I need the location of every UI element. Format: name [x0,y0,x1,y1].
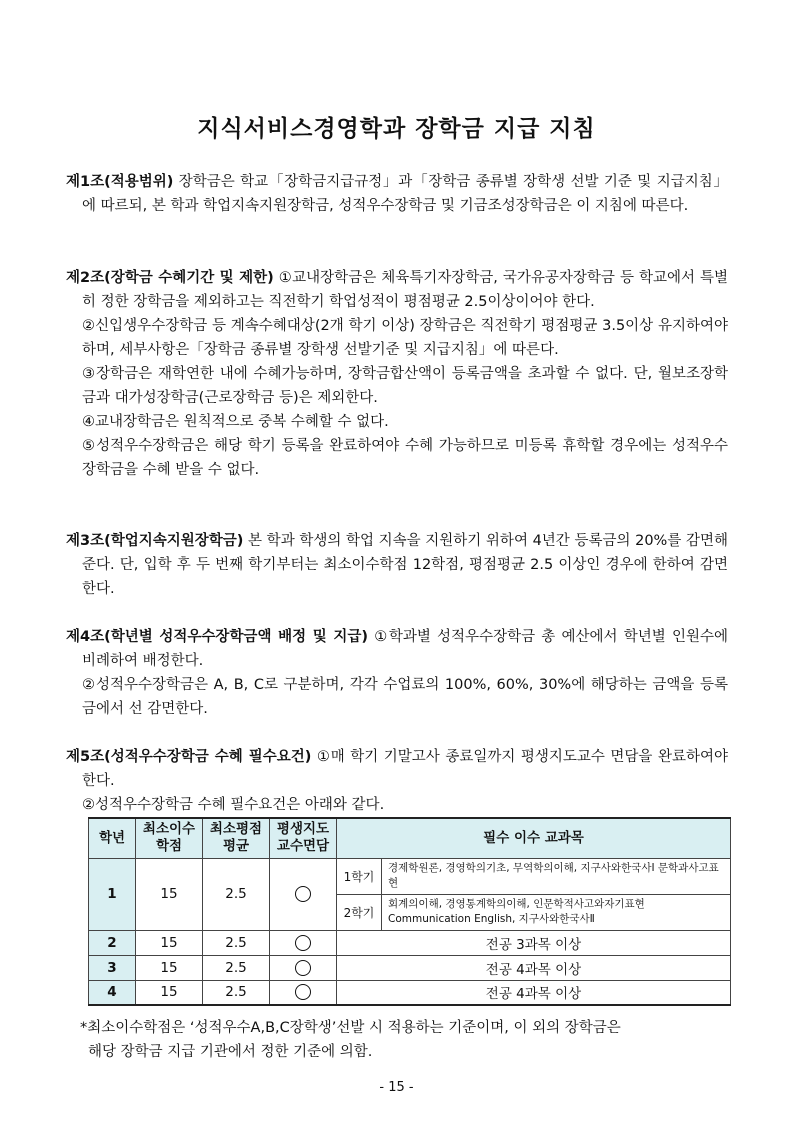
courses-cell: 회계의이해, 경영통계학의이해, 인문학적사고와자기표현 Communication English, 지구사와한국사Ⅱ [382,894,731,930]
article-2-item-4: ④교내장학금은 원칙적으로 중복 수혜할 수 없다. [82,414,389,430]
advisor-cell [270,858,337,930]
circle-mark-icon [295,886,311,902]
year-cell: 1 [89,858,136,930]
header-year: 학년 [89,818,136,858]
table-row [89,930,731,955]
courses-cell: 전공 4과목 이상 [337,980,731,1005]
courses-cell: 전공 3과목 이상 [337,930,731,955]
advisor-cell [270,930,337,955]
article-3-text: 본 학과 학생의 학업 지속을 지원하기 위하여 4년간 등록금의 20%를 감면해 준다. 단, 입학 후 두 번째 학기부터는 최소이수학점 12학점, 평점평균 2.5 이상인 경우에 한하여 감면한다. [82,533,728,597]
article-2-item-2: ②신입생우수장학금 등 계속수혜대상(2개 학기 이상) 장학금은 직전학기 평점평균 3.5이상 유지하여야 하며, 세부사항은「장학금 종류별 장학생 선발기준 및 지급지침」에 따른다. [82,318,728,358]
gpa-cell: 2.5 [203,858,270,930]
advisor-cell [270,980,337,1005]
article-4-heading: 제4조(학년별 성적우수장학금액 배정 및 지급) [66,629,369,645]
page-title: 지식서비스경영학과 장학금 지급 지침 [197,116,596,142]
credits-cell: 15 [136,955,203,980]
header-courses: 필수 이수 교과목 [337,818,731,858]
article-1 [66,170,728,218]
article-2-item-5: ⑤성적우수장학금은 해당 학기 등록을 완료하여야 수혜 가능하므로 미등록 휴학할 경우에는 성적우수장학금을 수혜 받을 수 없다. [82,438,728,478]
credits-cell: 15 [136,980,203,1005]
courses-cell: 전공 4과목 이상 [337,955,731,980]
circle-mark-icon [295,935,311,951]
table-row [89,955,731,980]
credits-cell: 15 [136,858,203,930]
header-advisor: 평생지도 교수면담 [270,818,337,858]
table-header-row [89,818,731,858]
article-2-item-3: ③장학금은 재학연한 내에 수혜가능하며, 장학금합산액이 등록금액을 초과할 수 없다. 단, 월보조장학금과 대가성장학금(근로장학금 등)은 제외한다. [82,366,728,406]
circle-mark-icon [295,960,311,976]
article-3 [66,529,728,601]
gpa-cell: 2.5 [203,930,270,955]
table-row [89,980,731,1005]
article-2-text: ①교내장학금은 체육특기자장학금, 국가유공자장학금 등 학교에서 특별히 정한 장학금을 제외하고는 직전학기 학업성적이 평점평균 2.5이상이어야 한다. [82,270,728,310]
table-row [89,858,731,894]
article-2 [66,266,728,482]
article-2-heading: 제2조(장학금 수혜기간 및 제한) [66,270,274,286]
semester-label: 1학기 [337,858,382,894]
requirements-table [88,817,731,1006]
header-min-gpa: 최소평점 평균 [203,818,270,858]
circle-mark-icon [295,984,311,1000]
article-1-text: 장학금은 학교「장학금지급규정」과「장학금 종류별 장학생 선발 기준 및 지급지침」에 따르되, 본 학과 학업지속지원장학금, 성적우수장학금 및 기금조성장학금은 이 지침에 따른다. [82,174,728,214]
gpa-cell: 2.5 [203,980,270,1005]
article-5-text: ①매 학기 기말고사 종료일까지 평생지도교수 면담을 완료하여야 한다. [82,749,728,789]
page-number: - 15 - [379,1080,414,1095]
article-4 [66,625,728,721]
footnote-line-1: *최소이수학점은 ‘성적우수A,B,C장학생’선발 시 적용하는 기준이며, 이 외의 장학금은 [80,1020,621,1036]
article-5-heading: 제5조(성적우수장학금 수혜 필수요건) [66,749,312,765]
semester-label: 2학기 [337,894,382,930]
courses-cell: 경제학원론, 경영학의기초, 무역학의이해, 지구사와한국사Ⅰ 문학과사고표현 [382,858,731,894]
year-cell: 3 [89,955,136,980]
footnote [80,1016,740,1064]
footnote-line-2: 해당 장학금 지급 기관에서 정한 기준에 의함. [88,1044,373,1060]
year-cell: 2 [89,930,136,955]
article-3-heading: 제3조(학업지속지원장학금) [66,533,244,549]
article-4-item-2: ②성적우수장학금은 A, B, C로 구분하며, 각각 수업료의 100%, 60%, 30%에 해당하는 금액을 등록금에서 선 감면한다. [82,677,728,717]
gpa-cell: 2.5 [203,955,270,980]
credits-cell: 15 [136,930,203,955]
article-1-heading: 제1조(적용범위) [66,174,174,190]
advisor-cell [270,955,337,980]
article-5-item-2: ②성적우수장학금 수혜 필수요건은 아래와 같다. [82,797,385,813]
article-5 [66,745,728,817]
header-min-credits: 최소이수 학점 [136,818,203,858]
article-4-text: ①학과별 성적우수장학금 총 예산에서 학년별 인원수에 비례하여 배정한다. [82,629,728,669]
year-cell: 4 [89,980,136,1005]
